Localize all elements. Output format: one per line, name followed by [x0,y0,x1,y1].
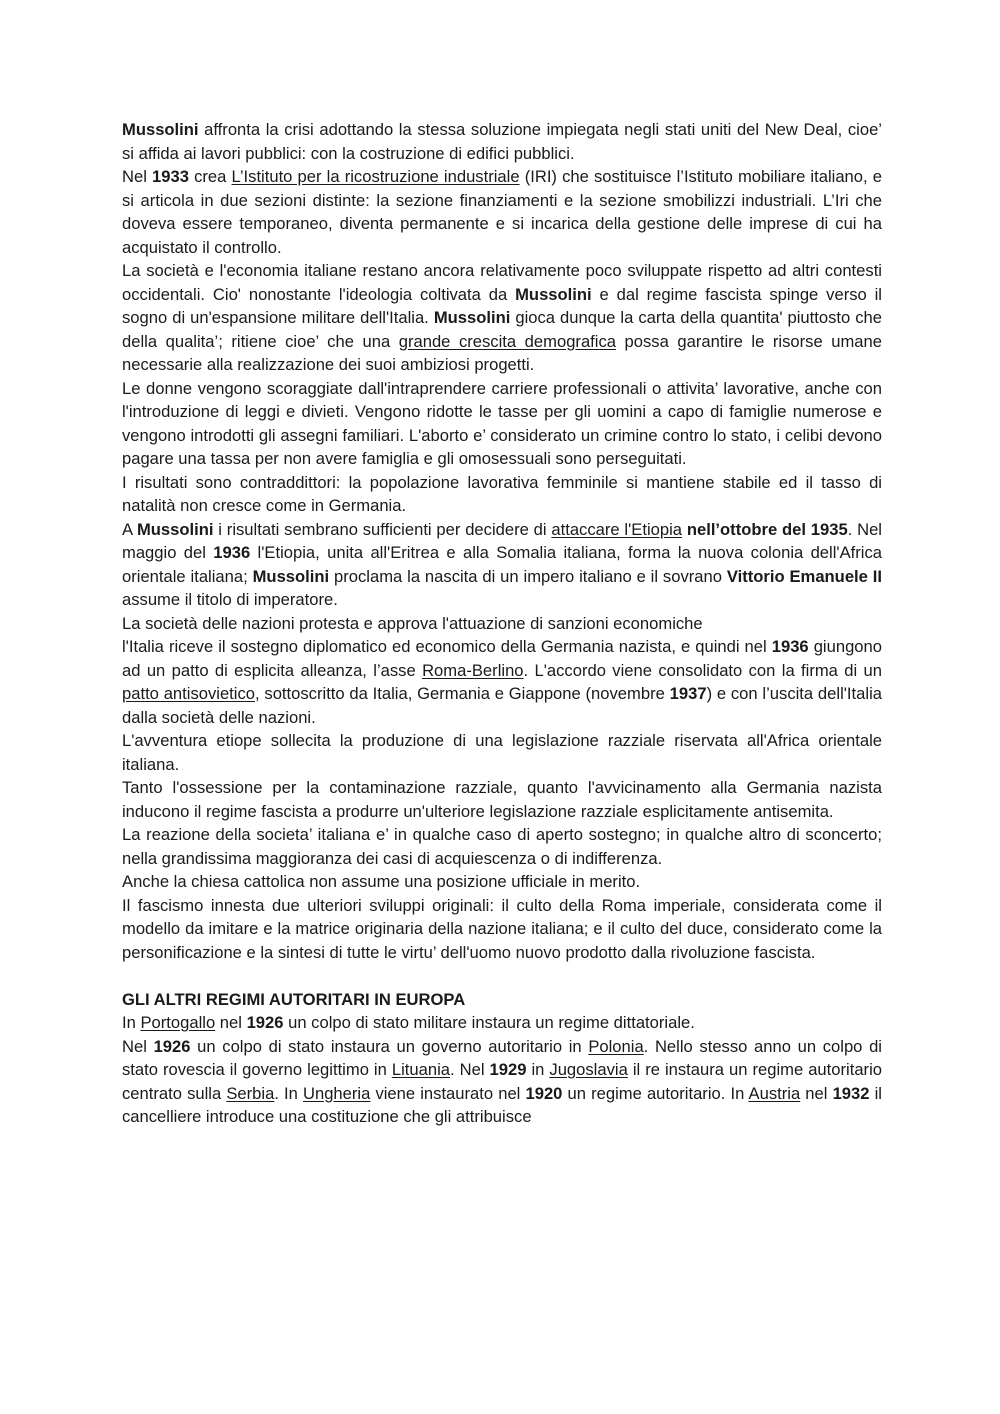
text-run: Anche la chiesa cattolica non assume una posizione ufficiale in merito. [122,872,641,891]
text-run: un regime autoritario. In [562,1083,749,1103]
text-run: La reazione della societa’ italiana e’ in qualche caso di aperto sostegno; in qualche altro di sconcerto; nella grandissima maggioranza dei casi di acquiescenza o di indifferenza. [122,825,882,868]
bold-text: 1936 [213,543,251,562]
paragraph [122,1011,882,1035]
text-run: A [122,519,137,539]
text-run: assume il titolo di imperatore. [122,590,338,609]
underlined-text: attaccare l'Etiopia [551,519,683,539]
underlined-text: Ungheria [302,1083,371,1103]
paragraph [122,635,882,729]
text-run: un colpo di stato militare instaura un regime dittatoriale. [283,1013,695,1032]
body-text [122,118,882,964]
underlined-text: L’Istituto per la ricostruzione industriale [231,167,520,186]
paragraph [122,118,882,165]
paragraph [122,259,882,377]
bold-text: nell’ottobre del 1935 [686,519,848,539]
text-run: giungono ad un patto di esplicita alleanza, l’asse [122,637,882,680]
bold-text: 1929 [489,1060,527,1079]
bold-text: 1932 [832,1083,870,1103]
paragraph [122,894,882,965]
text-run: Tanto l'ossessione per la contaminazione razziale, quanto l'avvicinamento alla Germania nazista inducono il regime fascista a produrre un'ulteriore legislazione razziale esplicitamente antisemita. [122,778,882,821]
text-run: il re instaura un regime autoritario centrato sulla [122,1060,882,1103]
text-run: (IRI) che sostituisce l’Istituto mobiliare italiano, e si articola in due sezioni distinte: la sezione finanziamenti e la sezione smobilizzi industriali. L’Iri che doveva essere temporaneo, diventa permanente e si incarica della gestione delle imprese di cui ha acquistato il controllo. [122,167,882,257]
underlined-text: Portogallo [140,1013,216,1032]
text-run: i risultati sembrano sufficienti per decidere di [213,519,552,539]
paragraph [122,729,882,776]
text-run: e dal regime fascista spinge verso il sogno di un'espansione militare dell'Italia. [122,284,882,327]
text-run: affronta la crisi adottando la stessa soluzione impiegata negli stati uniti del New Deal, cioe’ si affida ai lavori pubblici: con la costruzione di edifici pubblici. [122,120,882,163]
bold-text: 1933 [152,167,189,186]
paragraph [122,471,882,518]
text-run: possa garantire le risorse umane necessarie alla realizzazione dei suoi ambiziosi progetti. [122,331,882,374]
text-run: . Nello stesso anno un colpo di stato rovescia il governo legittimo in [122,1036,882,1079]
text-run: il cancelliere introduce una costituzione che gli attribuisce [122,1083,882,1126]
underlined-text: patto antisovietico [122,684,256,703]
text-run: Il fascismo innesta due ulteriori sviluppi originali: il culto della Roma imperiale, considerata come il modello da imitare e la matrice originaria della nazione italiana; e il culto del duce, considerato come la personificazione e la sintesi di tutte le virtu’ dell'uomo nuovo prodotto dalla rivoluzione fascista. [122,895,882,962]
document-page [122,118,882,1129]
bold-text: 1920 [525,1083,563,1103]
text-run: nel [215,1013,247,1032]
text-run: . L'accordo viene consolidato con la firma di un [523,660,882,680]
bold-text: 1936 [771,637,809,656]
text-run: L'avventura etiope sollecita la produzione di una legislazione razziale riservata all'Africa orientale italiana. [122,731,882,774]
bold-text: Mussolini [252,566,330,586]
text-run: ) e con l’uscita dell'Italia dalla società delle nazioni. [122,684,882,727]
section-text [122,1011,882,1129]
section-gap [122,964,882,988]
bold-text: Mussolini [515,284,592,304]
bold-text: 1926 [153,1036,191,1056]
bold-text: Mussolini [433,308,511,327]
text-run: La società delle nazioni protesta e approva l'attuazione di sanzioni economiche [122,613,703,633]
text-run: gioca dunque la carta della quantita' piuttosto che della qualita’; ritiene cioe’ che una [122,308,882,351]
paragraph [122,1035,882,1129]
text-run: Le donne vengono scoraggiate dall'intraprendere carriere professionali o attivita’ lavorative, anche con l'introduzione di leggi e divieti. Vengono ridotte le tasse per gli uomini a capo di famiglie numerose e vengono introdotti gli assegni familiari. L'aborto e’ considerato un crimine contro lo stato, i celibi devono pagare una tassa per non avere famiglia e gli omosessuali sono perseguitati. [122,378,882,468]
text-run: . In [274,1083,303,1103]
text-run: Nel [122,167,153,186]
text-run: Nel [122,1036,154,1056]
underlined-text: Lituania [391,1060,450,1079]
text-run: un colpo di stato instaura un governo autoritario in [190,1036,589,1056]
text-run: , sottoscritto da Italia, Germania e Giappone (novembre [255,684,670,703]
text-run: nel [800,1083,833,1103]
text-run: I risultati sono contraddittori: la popolazione lavorativa femminile si mantiene stabile ed il tasso di natalità non cresce come in Germania. [122,472,882,515]
underlined-text: Polonia [588,1036,644,1056]
underlined-text: Roma-Berlino [422,660,524,680]
underlined-text: Serbia [226,1083,275,1103]
paragraph [122,518,882,612]
text-run: in [526,1060,550,1079]
bold-text: Mussolini [136,519,214,539]
underlined-text: Austria [748,1083,801,1103]
underlined-text: Jugoslavia [549,1060,628,1079]
paragraph [122,776,882,823]
text-run: proclama la nascita di un impero italiano e il sovrano [329,566,727,586]
bold-text: Vittorio Emanuele II [726,566,882,586]
paragraph [122,823,882,870]
paragraph [122,612,882,636]
bold-text: 1937 [669,684,707,703]
bold-text: 1926 [246,1013,284,1032]
text-run: La società e l'economia italiane restano ancora relativamente poco sviluppate rispetto ad altri contesti occidentali. Cio' nonostante l'ideologia coltivata da [122,261,882,304]
text-run: . Nel [450,1060,490,1079]
section-heading: GLI ALTRI REGIMI AUTORITARI IN EUROPA [122,989,466,1009]
underlined-text: grande crescita demografica [398,331,616,351]
paragraph [122,165,882,259]
bold-text: Mussolini [122,120,199,139]
paragraph [122,870,882,894]
text-run: viene instaurato nel [370,1083,526,1103]
text-run: l'Etiopia, unita all'Eritrea e alla Somalia italiana, forma la nuova colonia dell'Africa orientale italiana; [122,543,882,586]
text-run: . Nel maggio del [122,519,882,562]
paragraph [122,377,882,471]
text-run: l'Italia riceve il sostegno diplomatico ed economico della Germania nazista, e quindi nel [122,637,772,656]
text-run: In [122,1013,141,1032]
text-run: crea [188,167,232,186]
